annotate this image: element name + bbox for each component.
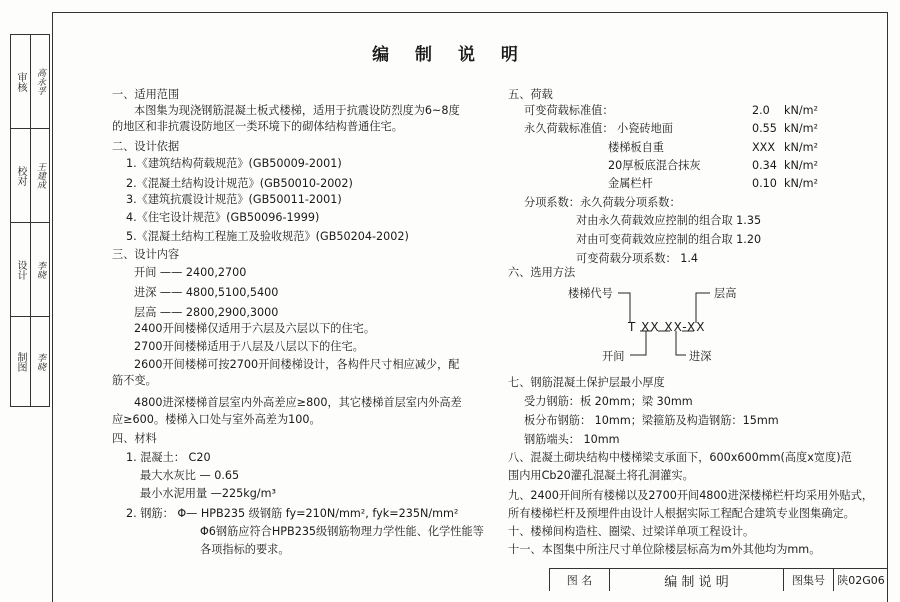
- design-note: 筋不变。: [112, 374, 157, 387]
- code-item: 4.《住宅设计规范》(GB50096-1999): [126, 211, 320, 224]
- design-note: 2400开间楼梯仅适用于六层及六层以下的住宅。: [134, 322, 376, 335]
- load-value: 0.34: [752, 159, 777, 172]
- title-block-name: 编 制 说 明: [609, 569, 783, 591]
- title-block-atlas-label: 图集号: [783, 569, 833, 591]
- sidebar-review-label: 审核: [15, 71, 26, 92]
- title-block-name-label: 图 名: [549, 569, 609, 591]
- section-1-heading: 一、适用范围: [112, 88, 180, 101]
- coefficient-line: 对由永久荷载效应控制的组合取 1.35: [576, 214, 762, 227]
- sidebar-draw-signature: 李晓: [30, 317, 50, 406]
- load-name: 金属栏杆: [608, 177, 653, 190]
- diagram-bay-label: 开间: [602, 350, 625, 363]
- load-value: 2.0: [752, 104, 770, 117]
- code-item: 1.《建筑结构荷载规范》(GB50009-2001): [126, 157, 342, 170]
- sidebar-draw: [11, 317, 49, 406]
- section-6-heading: 六、选用方法: [508, 266, 576, 279]
- design-note: 2700开间楼梯适用于八层及八层以下的住宅。: [134, 340, 364, 353]
- sidebar-draw-label: 制图: [15, 351, 26, 372]
- load-name: 永久荷载标准值： 小瓷砖地面: [524, 122, 673, 135]
- load-value: 0.10: [752, 177, 777, 190]
- signature-sidebar: [10, 34, 50, 407]
- section-2-heading: 二、设计依据: [112, 140, 180, 153]
- cover-line: 受力钢筋：板 20mm；梁 30mm: [524, 395, 693, 408]
- section-8-line: 八、混凝土砌块结构中楼梯梁支承面下，600x600mm(高度x宽度)范: [508, 451, 852, 464]
- cover-line: 钢筋端头： 10mm: [524, 433, 620, 446]
- section-10-line: 十、楼梯间构造柱、圈梁、过梁详单项工程设计。: [508, 525, 755, 538]
- section-9-line: 九、2400开间所有楼梯以及2700开间4800进深楼梯栏杆均采用外贴式，: [508, 489, 874, 502]
- rebar-note: 各项指标的要求。: [200, 543, 290, 556]
- sidebar-design-label: 设计: [15, 259, 26, 280]
- rebar-note: Φ6钢筋应符合HPB235级钢筋物理力学性能、化学性能等: [200, 525, 484, 538]
- cover-line: 板分布钢筋： 10mm；梁箍筋及构造钢筋：15mm: [524, 414, 779, 427]
- sidebar-check-signature: 王建成: [30, 129, 50, 222]
- code-leader-line: [618, 293, 630, 323]
- sidebar-check: [11, 129, 49, 223]
- section-1-line: 本图集为现浇钢筋混凝土板式楼梯，适用于抗震设防烈度为6~8度: [134, 104, 460, 117]
- design-note: 应≥600。楼梯入口处与室外高差为100。: [112, 413, 321, 426]
- code-item: 5.《混凝土结构工程施工及验收规范》(GB50204-2002): [126, 230, 409, 243]
- sidebar-check-label: 校对: [15, 165, 26, 186]
- section-9-line: 所有楼梯栏杆及预埋件由设计人根据实际工程配合建筑专业图集确定。: [508, 507, 855, 520]
- load-unit: kN/m²: [784, 104, 818, 117]
- coefficient-heading: 分项系数：永久荷载分项系数：: [524, 196, 681, 209]
- cement-content: 最小水泥用量 —225kg/m³: [140, 487, 276, 500]
- bay-leader-line: [630, 331, 646, 355]
- design-note: 4800进深楼梯首层室内外高差应≥800，其它楼梯首层室内外高差: [134, 396, 462, 409]
- concrete-grade: 1. 混凝土： C20: [126, 451, 211, 464]
- title-block-atlas-number: 陕02G06: [833, 569, 888, 591]
- height-leader-line: [696, 293, 710, 323]
- sidebar-review-signature: 高永孚: [30, 35, 50, 128]
- depth-sizes: 进深 —— 4800,5100,5400: [134, 286, 279, 299]
- depth-leader-line: [676, 331, 686, 355]
- code-item: 3.《建筑抗震设计规范》(GB50011-2001): [126, 193, 342, 206]
- water-cement-ratio: 最大水灰比 — 0.65: [140, 469, 240, 482]
- load-unit: kN/m²: [784, 177, 818, 190]
- load-name: 楼梯板自重: [608, 141, 664, 154]
- load-name: 20厚板底混合抹灰: [608, 159, 701, 172]
- load-value: 0.55: [752, 122, 777, 135]
- load-unit: kN/m²: [784, 159, 818, 172]
- section-4-heading: 四、材料: [112, 432, 157, 445]
- diagram-height-label: 层高: [714, 287, 737, 300]
- section-8-line: 围内用Cb20灌孔混凝土将孔洞灌实。: [508, 469, 694, 482]
- section-5-heading: 五、荷载: [508, 88, 553, 101]
- bay-sizes: 开间 —— 2400,2700: [134, 266, 247, 279]
- load-unit: kN/m²: [784, 122, 818, 135]
- diagram-code-label: 楼梯代号: [568, 287, 613, 300]
- load-name: 可变荷载标准值：: [524, 104, 614, 117]
- coefficient-line: 可变荷载分项系数： 1.4: [576, 252, 699, 265]
- diagram-code-format: T XX XX-XX: [628, 320, 706, 334]
- coefficient-line: 对由可变荷载效应控制的组合取 1.20: [576, 233, 762, 246]
- design-note: 2600开间楼梯可按2700开间楼梯设计，各构件尺寸相应减少，配: [134, 358, 460, 371]
- diagram-depth-label: 进深: [689, 350, 712, 363]
- section-1-line: 的地区和非抗震设防地区一类环境下的砌体结构普通住宅。: [112, 120, 403, 133]
- page-title: 编 制 说 明: [372, 45, 528, 65]
- load-value: XXX: [752, 141, 775, 154]
- code-item: 2.《混凝土结构设计规范》(GB50010-2002): [126, 177, 353, 190]
- section-3-heading: 三、设计内容: [112, 248, 180, 261]
- storey-heights: 层高 —— 2800,2900,3000: [134, 306, 279, 319]
- load-unit: kN/m²: [784, 141, 818, 154]
- section-7-heading: 七、钢筋混凝土保护层最小厚度: [508, 376, 665, 389]
- sidebar-design: [11, 223, 49, 317]
- section-11-line: 十一、本图集中所注尺寸单位除楼层标高为m外其他均为mm。: [508, 543, 821, 556]
- title-block: [549, 568, 888, 591]
- rebar-spec: 2. 钢筋： Φ— HPB235 级钢筋 fy=210N/mm², fyk=235N/mm²: [126, 507, 459, 520]
- sidebar-design-signature: 李晓: [30, 223, 50, 316]
